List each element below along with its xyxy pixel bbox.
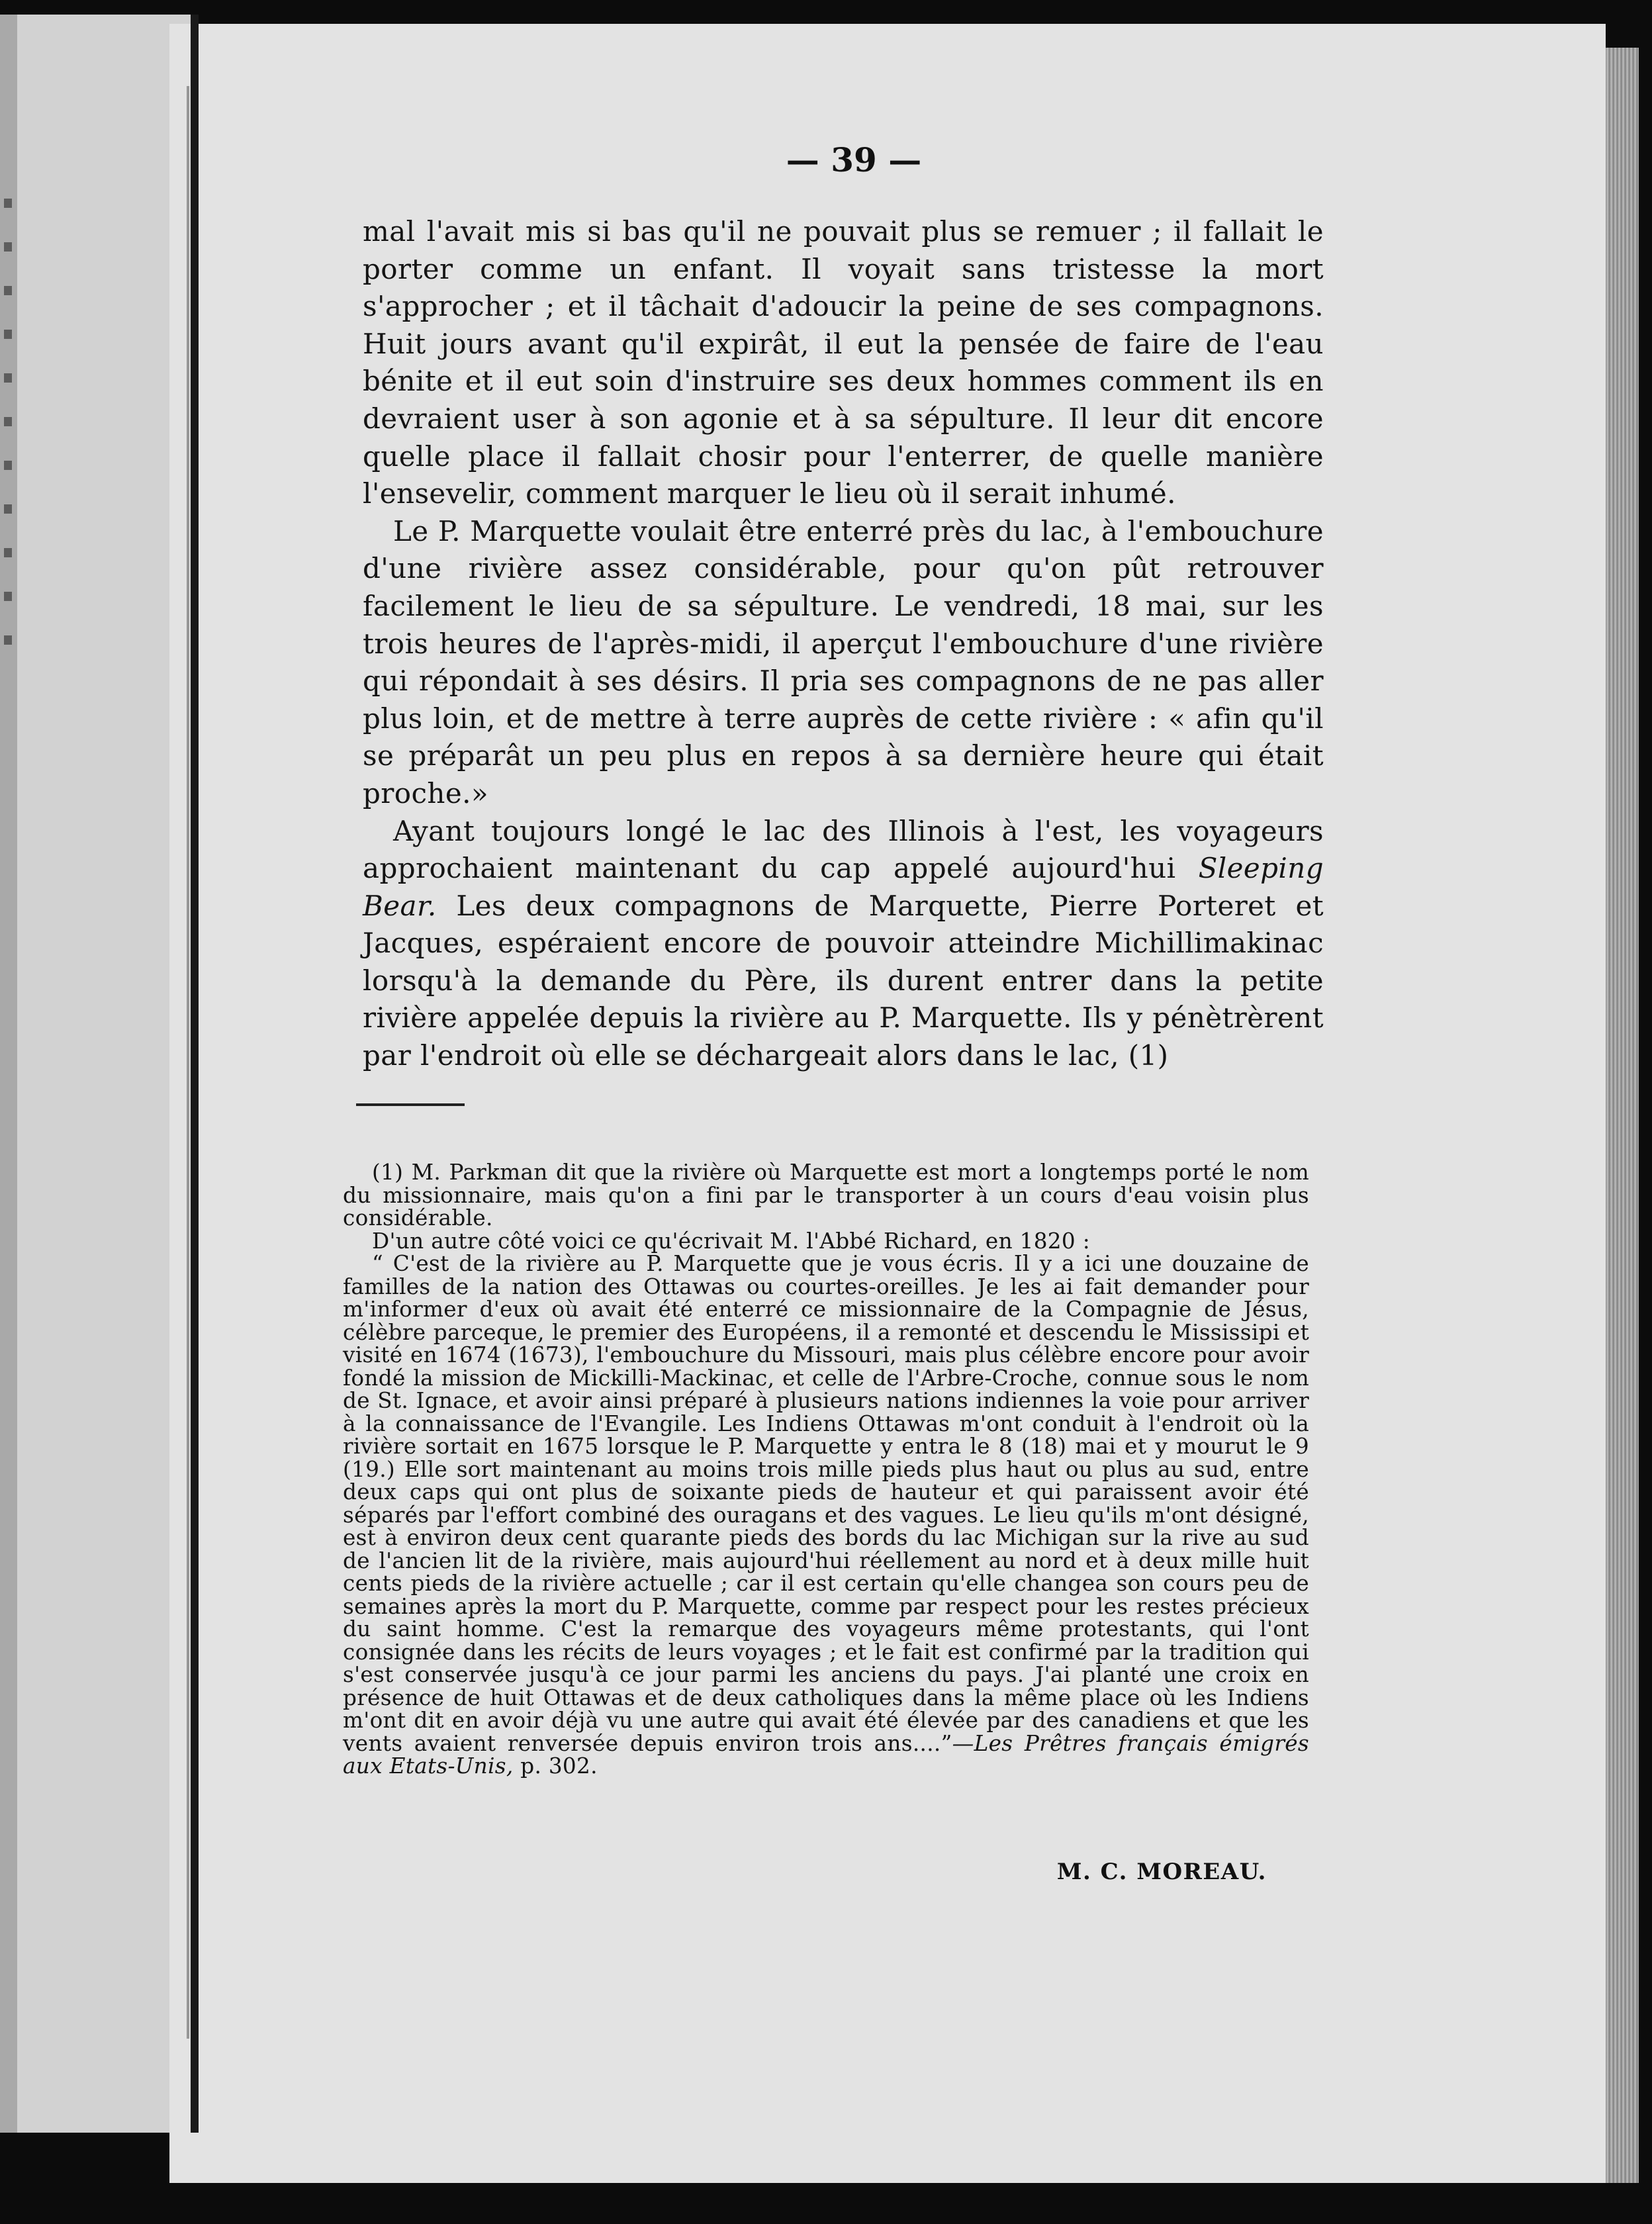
footnote-1: (1) M. Parkman dit que la rivière où Marquette est mort a longtemps porté le nom du missionnaire, mais qu'on a fini par le transporter à un cours d'eau voisin plus considérable.: [343, 1160, 1309, 1230]
footnote-quote: [343, 1252, 1309, 1778]
page-number: — 39 —: [786, 140, 922, 179]
facing-page-text-fragments: [4, 199, 12, 662]
facing-page-edge: [0, 15, 191, 2133]
footnote-separator: [356, 1103, 465, 1106]
paragraph-1: mal l'avait mis si bas qu'il ne pouvait plus se remuer ; il fallait le porter comme un enfant. Il voyait sans tristesse la mort s'approcher ; et il tâchait d'adoucir la peine de ses compagnons. Huit jours avant qu'il expirât, il eut la pensée de faire de l'eau bénite et il eut soin d'instruire ses deux hommes comment ils en devraient user à son agonie et à sa sépulture. Il leur dit encore quelle place il fallait chosir pour l'enterrer, de quelle manière l'ensevelir, comment marquer le lieu où il serait inhumé.: [363, 215, 1324, 510]
paragraph-2: Le P. Marquette voulait être enterré près du lac, à l'embouchure d'une rivière assez considérable, pour qu'on pût retrouver facilement le lieu de sa sépulture. Le vendredi, 18 mai, sur les trois heures de l'après-midi, il aperçut l'embouchure d'une rivière qui répondait à ses désirs. Il pria ses compagnons de ne pas aller plus loin, et de mettre à terre auprès de cette rivière : « afin qu'il se préparât un peu plus en repos à sa dernière heure qui était proche.»: [363, 514, 1324, 810]
footnote-2: D'un autre côté voici ce qu'écrivait M. l'Abbé Richard, en 1820 :: [372, 1228, 1091, 1254]
paragraph-3: [363, 813, 1324, 1075]
paragraph-3-end: Les deux compagnons de Marquette, Pierre Porteret et Jacques, espéraient encore de pouvoir atteindre Michillimakinac lorsqu'à la demande du Père, ils durent entrer dans la petite rivière appelée depuis la rivière au P. Marquette. Ils y pénètrèrent par l'endroit où elle se déchargeait alors dans le lac, (1): [363, 889, 1324, 1072]
binding-shadow-line: [187, 86, 189, 2039]
footnote-source-page: p. 302.: [520, 1753, 598, 1779]
book-gutter: [191, 15, 199, 2133]
paragraph-3-start: Ayant toujours longé le lac des Illinois à l'est, les voyageurs approchaient maintenant du cap appelé aujourd'hui: [363, 814, 1324, 885]
stacked-page-edges: [1606, 48, 1639, 2183]
place-name-italic: Sleeping Bear.: [363, 852, 1324, 922]
main-text-body: [363, 213, 1324, 1075]
footnote-source-title: —Les Prêtres français émigrés aux Etats-Unis,: [343, 1730, 1309, 1779]
footnote-quote-text: “ C'est de la rivière au P. Marquette que je vous écris. Il y a ici une douzaine de familles de la nation des Ottawas ou courtes-oreilles. Je les ai fait demander pour m'informer d'eux où avait été enterré ce missionnaire de la Compagnie de Jésus, célèbre parceque, le premier des Européens, il a remonté et descendu le Mississipi et visité en 1674 (1673), l'embouchure du Missouri, mais plus célèbre encore pour avoir fondé la mission de Mickilli-Mackinac, et celle de l'Arbre-Croche, connue sous le nom de St. Ignace, et avoir ainsi préparé à plusieurs nations indiennes la voie pour arriver à la connaissance de l'Evangile. Les Indiens Ottawas m'ont conduit à l'endroit où la rivière sortait en 1675 lorsque le P. Marquette y entra le 8 (18) mai et y mourut le 9 (19.) Elle sort maintenant au moins trois mille pieds plus haut ou plus au sud, entre deux caps qui ont plus de soixante pieds de hauteur et qui paraissent avoir été séparés par l'effort combiné des ouragans et des vagues. Le lieu qu'ils m'ont désigné, est à environ deux cent quarante pieds des bords du lac Michigan sur la rive au sud de l'ancien lit de la rivière, mais aujourd'hui réellement au nord et à deux mille huit cents pieds de la rivière actuelle ; car il est certain qu'elle changea son cours peu de semaines après la mort du P. Marquette, comme par respect pour les restes précieux du saint homme. C'est la remarque des voyageurs même protestants, qui l'ont consignée dans les récits de leurs voyages ; et le fait est confirmé par la tradition qui s'est conservée jusqu'à ce jour parmi les anciens du pays. J'ai planté une croix en présence de huit Ottawas et de deux catholiques dans la même place où les Indiens m'ont dit en avoir déjà vu une autre qui avait été élevée par des canadiens et que les vents avaient renversée depuis environ trois ans....”: [343, 1251, 1309, 1756]
footnotes: [343, 1161, 1309, 1778]
author-signature: M. C. MOREAU.: [1056, 1859, 1267, 1885]
